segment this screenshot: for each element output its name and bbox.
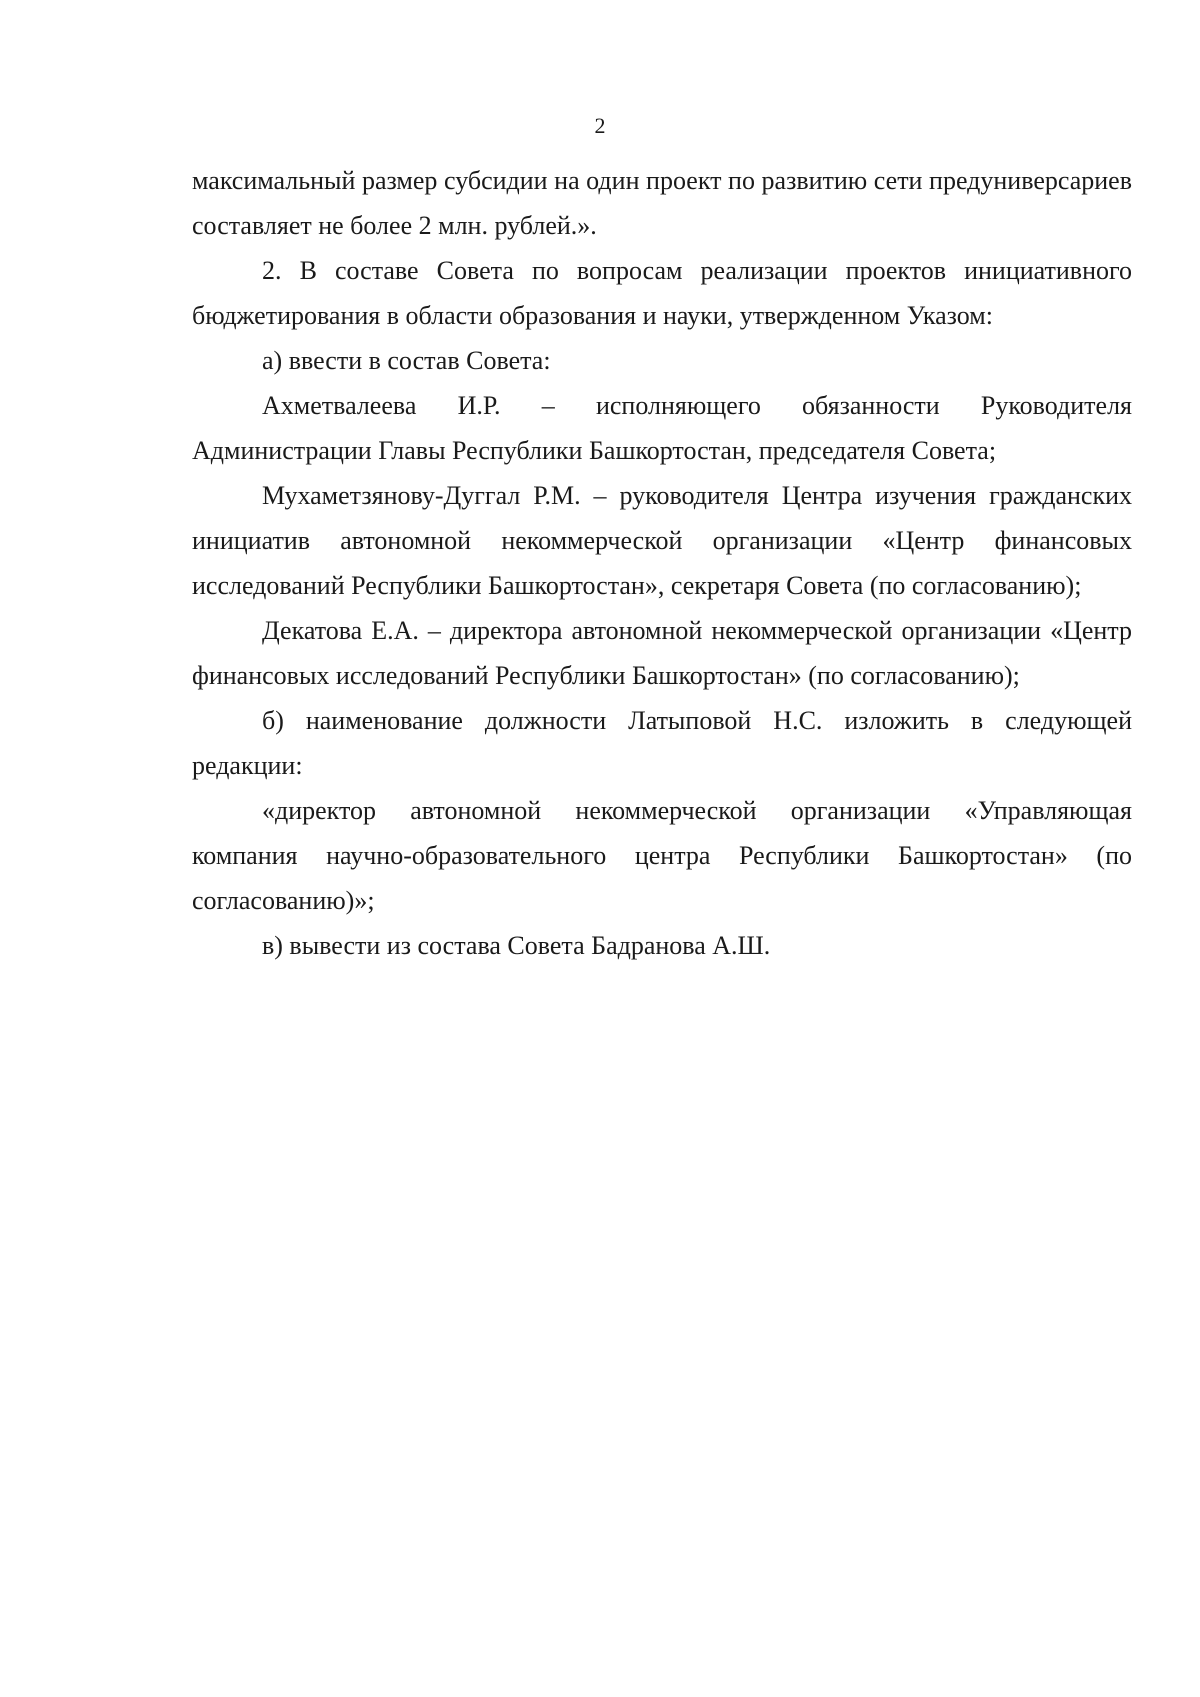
paragraph-member-akhmetvaleev: Ахметвалеева И.Р. – исполняющего обязанности Руководителя Администрации Главы Республики Башкортостан, председателя Совета; (192, 391, 1132, 465)
document-body (192, 158, 1132, 968)
paragraph-add-members: а) ввести в состав Совета: (262, 346, 551, 375)
paragraph-subsidy-continuation: максимальный размер субсидии на один проект по развитию сети предуниверсариев составляет не более 2 млн. рублей.». (192, 166, 1132, 240)
paragraph-position-latypova: б) наименование должности Латыповой Н.С. изложить в следующей редакции: (192, 706, 1132, 780)
paragraph-member-dekatov: Декатова Е.А. – директора автономной некоммерческой организации «Центр финансовых исследований Республики Башкортостан» (по согласованию); (192, 616, 1132, 690)
paragraph-member-mukhametzyanova: Мухаметзянову-Дуггал Р.М. – руководителя Центра изучения гражданских инициатив автономной некоммерческой организации «Центр финансовых исследований Республики Башкортостан», секретаря Совета (по согласованию); (192, 481, 1132, 600)
paragraph-position-text: «директор автономной некоммерческой организации «Управляющая компания научно-образовательного центра Республики Башкортостан» (по согласованию)»; (192, 796, 1132, 915)
page-number: 2 (594, 113, 606, 138)
paragraph-remove-member: в) вывести из состава Совета Бадранова А.Ш. (262, 931, 771, 960)
paragraph-council-composition: 2. В составе Совета по вопросам реализации проектов инициативного бюджетирования в области образования и науки, утвержденном Указом: (192, 256, 1132, 330)
